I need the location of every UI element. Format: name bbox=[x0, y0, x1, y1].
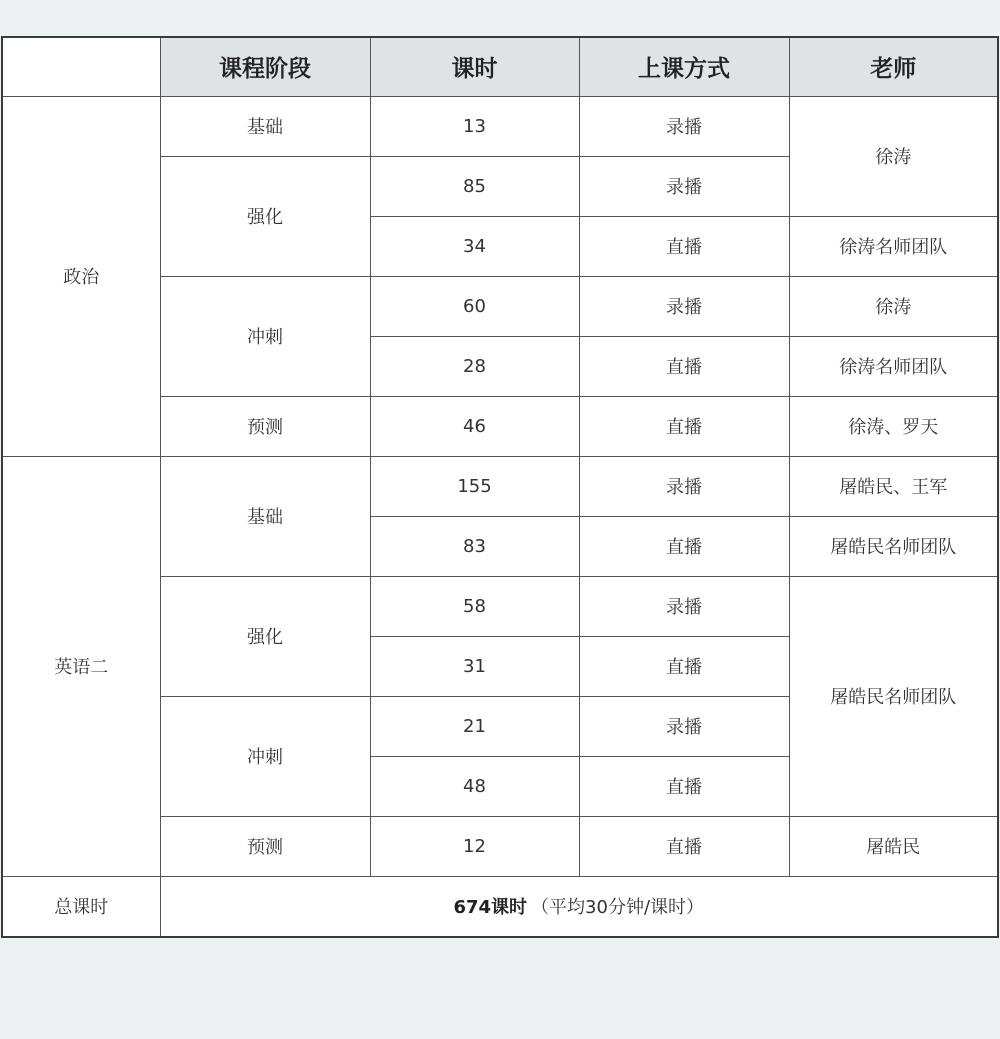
header-teacher: 老师 bbox=[789, 38, 997, 96]
stage-cell: 冲刺 bbox=[160, 276, 370, 396]
method-cell: 录播 bbox=[579, 576, 789, 636]
table-row bbox=[3, 96, 997, 156]
hours-cell: 48 bbox=[370, 756, 579, 816]
method-cell: 直播 bbox=[579, 516, 789, 576]
teacher-cell: 屠皓民名师团队 bbox=[789, 516, 997, 576]
stage-cell: 预测 bbox=[160, 816, 370, 876]
course-schedule-table-frame bbox=[1, 36, 999, 938]
table-header-row bbox=[3, 38, 997, 96]
stage-cell: 强化 bbox=[160, 576, 370, 696]
hours-cell: 21 bbox=[370, 696, 579, 756]
hours-cell: 12 bbox=[370, 816, 579, 876]
total-note: （平均30分钟/课时） bbox=[531, 897, 705, 919]
hours-cell: 34 bbox=[370, 216, 579, 276]
total-row bbox=[3, 876, 997, 936]
teacher-cell: 徐涛 bbox=[789, 276, 997, 336]
method-cell: 录播 bbox=[579, 96, 789, 156]
header-corner-cell bbox=[3, 38, 160, 96]
hours-cell: 155 bbox=[370, 456, 579, 516]
total-label: 总课时 bbox=[3, 876, 160, 936]
header-hours: 课时 bbox=[370, 38, 579, 96]
teacher-cell: 屠皓民 bbox=[789, 816, 997, 876]
method-cell: 录播 bbox=[579, 276, 789, 336]
method-cell: 直播 bbox=[579, 756, 789, 816]
hours-cell: 60 bbox=[370, 276, 579, 336]
method-cell: 录播 bbox=[579, 156, 789, 216]
teacher-cell: 屠皓民名师团队 bbox=[789, 576, 997, 816]
hours-cell: 13 bbox=[370, 96, 579, 156]
total-value-cell bbox=[160, 876, 997, 936]
method-cell: 直播 bbox=[579, 216, 789, 276]
teacher-cell: 徐涛名师团队 bbox=[789, 336, 997, 396]
stage-cell: 冲刺 bbox=[160, 696, 370, 816]
hours-cell: 58 bbox=[370, 576, 579, 636]
header-method: 上课方式 bbox=[579, 38, 789, 96]
stage-cell: 强化 bbox=[160, 156, 370, 276]
subject-politics: 政治 bbox=[3, 96, 160, 456]
subject-english-two: 英语二 bbox=[3, 456, 160, 876]
total-hours: 674课时 bbox=[453, 897, 528, 919]
header-stage: 课程阶段 bbox=[160, 38, 370, 96]
stage-cell: 预测 bbox=[160, 396, 370, 456]
method-cell: 直播 bbox=[579, 336, 789, 396]
teacher-cell: 屠皓民、王军 bbox=[789, 456, 997, 516]
hours-cell: 31 bbox=[370, 636, 579, 696]
teacher-cell: 徐涛 bbox=[789, 96, 997, 216]
method-cell: 直播 bbox=[579, 816, 789, 876]
table-row bbox=[3, 456, 997, 516]
teacher-cell: 徐涛名师团队 bbox=[789, 216, 997, 276]
method-cell: 直播 bbox=[579, 396, 789, 456]
hours-cell: 28 bbox=[370, 336, 579, 396]
teacher-cell: 徐涛、罗天 bbox=[789, 396, 997, 456]
hours-cell: 46 bbox=[370, 396, 579, 456]
method-cell: 直播 bbox=[579, 636, 789, 696]
course-schedule-table bbox=[3, 38, 997, 936]
stage-cell: 基础 bbox=[160, 456, 370, 576]
method-cell: 录播 bbox=[579, 456, 789, 516]
hours-cell: 85 bbox=[370, 156, 579, 216]
hours-cell: 83 bbox=[370, 516, 579, 576]
stage-cell: 基础 bbox=[160, 96, 370, 156]
method-cell: 录播 bbox=[579, 696, 789, 756]
